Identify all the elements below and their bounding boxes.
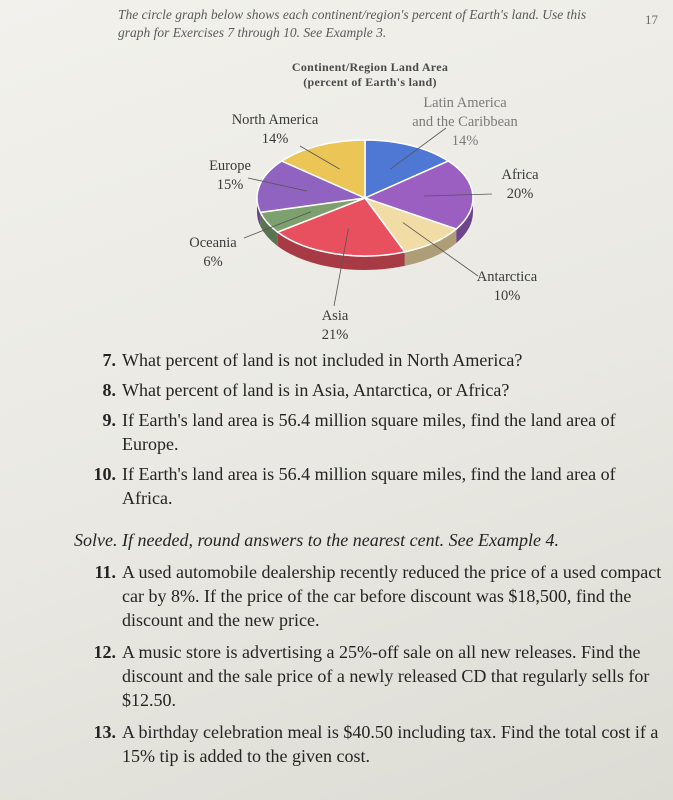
- exercise-number: 8.: [102, 380, 116, 400]
- label-antarctica: Antarctica 10%: [476, 269, 538, 304]
- exercise-number: 13.: [93, 722, 116, 742]
- exercise-8: [72, 378, 662, 402]
- exercise-text: What percent of land is not included in North America?: [122, 350, 523, 370]
- label-north-america: North America 14%: [231, 112, 319, 147]
- exercise-number: 9.: [102, 410, 116, 430]
- chart-title-line1: Continent/Region Land Area: [291, 60, 449, 74]
- exercise-number: 7.: [102, 350, 116, 370]
- exercise-text: A birthday celebration meal is $40.50 including tax. Find the total cost if a 15% tip is added to the given cost.: [122, 722, 659, 766]
- exercise-list: [72, 348, 662, 776]
- section-instructions: Solve. If needed, round answers to the nearest cent. See Example 4.: [74, 530, 560, 550]
- exercise-text: If Earth's land area is 56.4 million square miles, find the land area of Europe.: [122, 410, 616, 454]
- exercise-text: A music store is advertising a 25%-off sale on all new releases. Find the discount and the sale price of a newly released CD that regularly sells for $12.50.: [122, 642, 650, 710]
- label-africa: Africa 20%: [501, 167, 539, 202]
- exercise-9: [72, 408, 662, 456]
- exercise-10: [72, 462, 662, 510]
- label-latin-america: Latin America and the Caribbean 14%: [412, 95, 518, 149]
- exercise-7: [72, 348, 662, 372]
- exercise-number: 10.: [93, 464, 116, 484]
- exercise-text: If Earth's land area is 56.4 million square miles, find the land area of Africa.: [122, 464, 616, 508]
- exercise-13: [72, 720, 662, 768]
- exercise-number: 12.: [93, 642, 116, 662]
- exercise-text: A used automobile dealership recently reduced the price of a used compact car by 8%. If the price of the car before discount was $18,500, find the discount and the new price.: [122, 562, 662, 630]
- chart-title-line2: (percent of Earth's land): [303, 75, 437, 89]
- label-europe: Europe 15%: [209, 158, 251, 193]
- label-oceania: Oceania 6%: [189, 235, 237, 270]
- exercise-12: [72, 640, 662, 712]
- pie-chart: [0, 0, 673, 345]
- exercise-number: 11.: [94, 562, 116, 582]
- intro-text: The circle graph below shows each continent/region's percent of Earth's land. Use this graph for Exercises 7 through 10. See Example 3.: [118, 7, 587, 40]
- label-asia: Asia 21%: [321, 308, 349, 343]
- page-number: 17: [645, 12, 658, 27]
- exercise-text: What percent of land is in Asia, Antarctica, or Africa?: [122, 380, 510, 400]
- exercise-11: [72, 560, 662, 632]
